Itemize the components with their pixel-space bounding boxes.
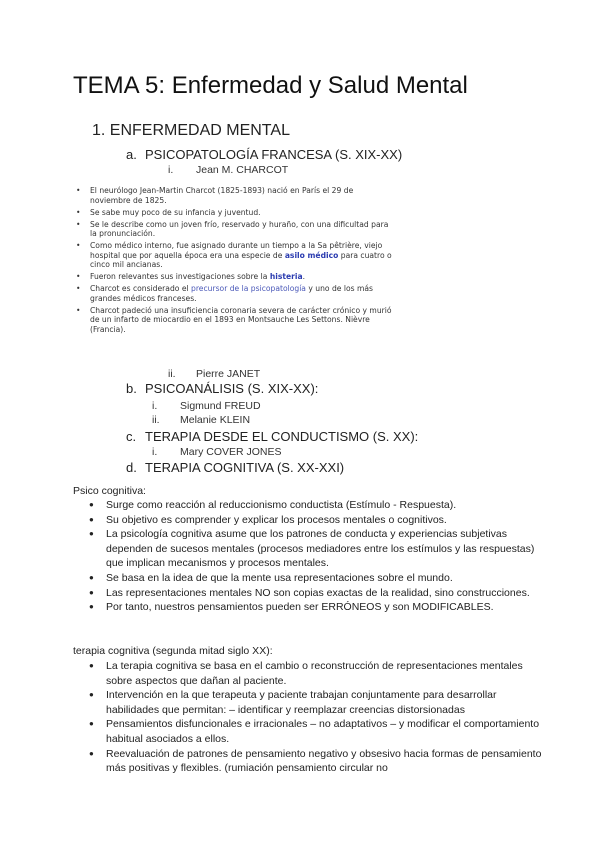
inset-bullet: • Charcot padeció una insuficiencia coronaria severa de carácter crónico y murió de un infarto de miocardio en el 1893 en Montsauche Les Settons. Nièvre (Francia). bbox=[74, 306, 394, 335]
list-item: ● Pensamientos disfuncionales e irracionales – no adaptativos – y modificar el comportamiento habitual asociados a ellos. bbox=[106, 717, 546, 746]
charcot-biography-image bbox=[74, 186, 394, 337]
subsection-heading-psicoanalisis bbox=[126, 381, 318, 396]
page-title: TEMA 5: Enfermedad y Salud Mental bbox=[73, 72, 468, 99]
section-heading-enfermedad-mental bbox=[92, 122, 290, 140]
inset-bullet: • Como médico interno, fue asignado durante un tiempo a la Sa pêtrière, viejo hospital que por aquella época era una especie de asilo médico para cuatro o cinco mil ancianas. bbox=[74, 241, 394, 270]
list-item: ● Su objetivo es comprender y explicar los procesos mentales o cognitivos. bbox=[106, 513, 546, 528]
list-item: ● Se basa en la idea de que la mente usa representaciones sobre el mundo. bbox=[106, 571, 546, 586]
item-marker: i. bbox=[152, 400, 158, 412]
person-name: Sigmund FREUD bbox=[180, 400, 261, 412]
terapia-cognitiva-label: terapia cognitiva (segunda mitad siglo XX): bbox=[73, 645, 273, 657]
item-marker: ii. bbox=[152, 414, 160, 426]
highlight-precursor: precursor de la psicopatología bbox=[191, 284, 306, 294]
subsection-heading-conductismo bbox=[126, 429, 418, 444]
psico-cognitiva-label: Psico cognitiva: bbox=[73, 485, 146, 497]
inset-bullet: • Fueron relevantes sus investigaciones sobre la histeria. bbox=[74, 272, 394, 282]
subsection-heading-psicopatologia bbox=[126, 147, 402, 162]
person-name: Mary COVER JONES bbox=[180, 446, 282, 458]
inset-bullet: • El neurólogo Jean-Martin Charcot (1825-1893) nació en París el 29 de noviembre de 1825. bbox=[74, 186, 394, 205]
item-marker: ii. bbox=[168, 368, 176, 380]
highlight-asilo-medico: asilo médico bbox=[284, 250, 339, 260]
inset-bullet: • Se sabe muy poco de su infancia y juventud. bbox=[74, 208, 394, 218]
psico-cognitiva-list bbox=[106, 498, 546, 615]
person-item-freud bbox=[152, 400, 261, 412]
list-item: ● Por tanto, nuestros pensamientos pueden ser ERRÓNEOS y son MODIFICABLES. bbox=[106, 600, 546, 615]
highlight-histeria: histeria bbox=[269, 272, 303, 282]
inset-bullet: • Se le describe como un joven frío, reservado y huraño, con una dificultad para la pronunciación. bbox=[74, 220, 394, 239]
list-item: ● Reevaluación de patrones de pensamiento negativo y obsesivo hacia formas de pensamiento más positivas y flexibles. (rumiación pensamiento circular no bbox=[106, 747, 546, 776]
subsection-label: PSICOANÁLISIS (S. XIX-XX): bbox=[145, 381, 319, 396]
person-item-cover-jones bbox=[152, 446, 282, 458]
section-number: 1. bbox=[92, 122, 106, 139]
item-marker: i. bbox=[152, 446, 158, 458]
terapia-cognitiva-list bbox=[106, 659, 546, 776]
subsection-marker: a. bbox=[126, 147, 137, 162]
person-item-charcot bbox=[168, 164, 288, 176]
list-item: ● La terapia cognitiva se basa en el cambio o reconstrucción de representaciones mentales sobre aspectos que dañan al paciente. bbox=[106, 659, 546, 688]
subsection-marker: c. bbox=[126, 429, 137, 444]
subsection-label: TERAPIA DESDE EL CONDUCTISMO (S. XX): bbox=[145, 429, 419, 444]
subsection-marker: d. bbox=[126, 460, 137, 475]
subsection-label: TERAPIA COGNITIVA (S. XX-XXI) bbox=[145, 460, 345, 475]
item-marker: i. bbox=[168, 164, 174, 176]
person-item-janet bbox=[168, 368, 260, 380]
list-item: ● Surge como reacción al reduccionismo conductista (Estímulo - Respuesta). bbox=[106, 498, 546, 513]
list-item: ● La psicología cognitiva asume que los patrones de conducta y experiencias subjetivas dependen de sucesos mentales (procesos mediadores entre los estímulos y las respuestas) que implican mecanismos y procesos mentales. bbox=[106, 527, 546, 571]
inset-bullet: • Charcot es considerado el precursor de la psicopatología y uno de los más grandes médicos franceses. bbox=[74, 284, 394, 303]
section-label: ENFERMEDAD MENTAL bbox=[109, 122, 290, 139]
list-item: ● Intervención en la que terapeuta y paciente trabajan conjuntamente para desarrollar habilidades que permitan: – identificar y reemplazar creencias distorsionadas bbox=[106, 688, 546, 717]
person-name: Pierre JANET bbox=[196, 368, 261, 380]
person-item-klein bbox=[152, 414, 250, 426]
list-item: ● Las representaciones mentales NO son copias exactas de la realidad, sino construcciones. bbox=[106, 586, 546, 601]
person-name: Melanie KLEIN bbox=[180, 414, 251, 426]
person-name: Jean M. CHARCOT bbox=[196, 164, 289, 176]
subsection-marker: b. bbox=[126, 381, 137, 396]
subsection-heading-terapia-cognitiva bbox=[126, 460, 344, 475]
subsection-label: PSICOPATOLOGÍA FRANCESA (S. XIX-XX) bbox=[145, 147, 403, 162]
